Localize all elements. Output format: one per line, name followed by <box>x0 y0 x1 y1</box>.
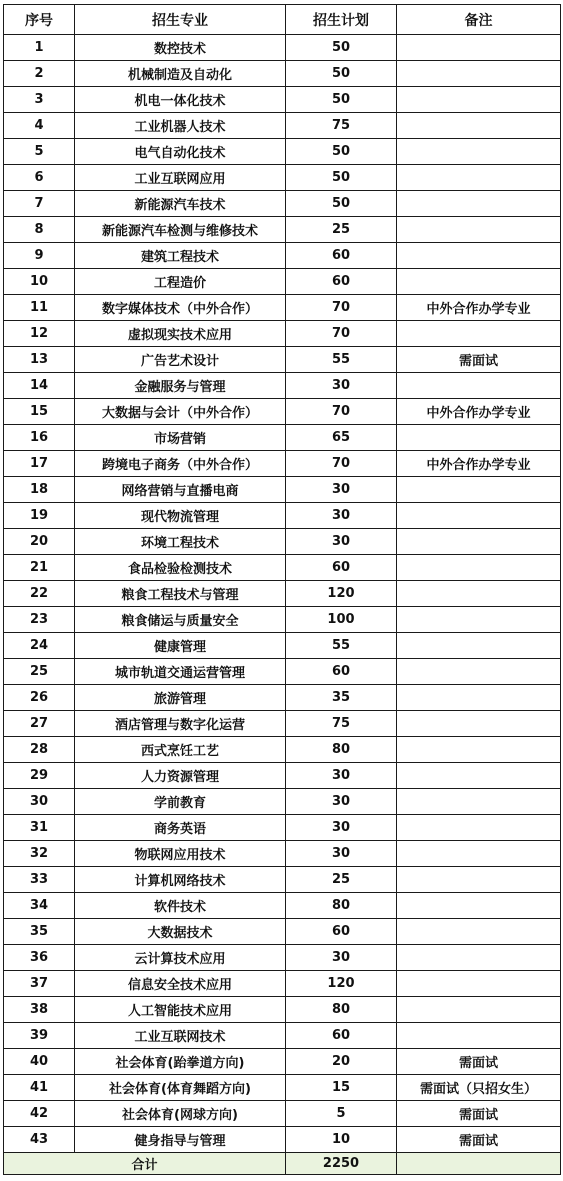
cell-note <box>397 165 561 191</box>
cell-plan: 5 <box>286 1101 397 1127</box>
cell-major: 新能源汽车技术 <box>75 191 286 217</box>
cell-note <box>397 633 561 659</box>
cell-plan: 30 <box>286 763 397 789</box>
cell-index: 16 <box>4 425 75 451</box>
cell-plan: 30 <box>286 477 397 503</box>
cell-index: 11 <box>4 295 75 321</box>
cell-major: 电气自动化技术 <box>75 139 286 165</box>
table-row <box>4 763 561 789</box>
cell-plan: 20 <box>286 1049 397 1075</box>
cell-major: 物联网应用技术 <box>75 841 286 867</box>
cell-index: 1 <box>4 35 75 61</box>
cell-major: 旅游管理 <box>75 685 286 711</box>
table-row <box>4 971 561 997</box>
cell-major: 软件技术 <box>75 893 286 919</box>
cell-index: 18 <box>4 477 75 503</box>
cell-note <box>397 997 561 1023</box>
table-row <box>4 269 561 295</box>
table-row <box>4 191 561 217</box>
cell-plan: 50 <box>286 191 397 217</box>
cell-major: 商务英语 <box>75 815 286 841</box>
cell-major: 虚拟现实技术应用 <box>75 321 286 347</box>
table-row <box>4 1075 561 1101</box>
cell-index: 12 <box>4 321 75 347</box>
table-row <box>4 243 561 269</box>
cell-major: 机电一体化技术 <box>75 87 286 113</box>
cell-index: 7 <box>4 191 75 217</box>
enrollment-plan-table <box>3 4 561 1175</box>
cell-note <box>397 61 561 87</box>
cell-major: 数字媒体技术（中外合作） <box>75 295 286 321</box>
cell-index: 37 <box>4 971 75 997</box>
cell-plan: 60 <box>286 1023 397 1049</box>
cell-index: 22 <box>4 581 75 607</box>
table-row <box>4 165 561 191</box>
cell-note <box>397 477 561 503</box>
table-row <box>4 997 561 1023</box>
cell-plan: 60 <box>286 243 397 269</box>
cell-plan: 120 <box>286 581 397 607</box>
cell-plan: 80 <box>286 893 397 919</box>
cell-index: 6 <box>4 165 75 191</box>
cell-index: 25 <box>4 659 75 685</box>
cell-major: 大数据与会计（中外合作） <box>75 399 286 425</box>
cell-plan: 70 <box>286 321 397 347</box>
cell-note <box>397 737 561 763</box>
enrollment-table-container <box>3 4 561 1175</box>
table-row <box>4 1127 561 1153</box>
header-plan: 招生计划 <box>286 5 397 35</box>
cell-major: 城市轨道交通运营管理 <box>75 659 286 685</box>
table-row <box>4 633 561 659</box>
cell-note <box>397 87 561 113</box>
table-header <box>4 5 561 35</box>
table-row <box>4 113 561 139</box>
cell-plan: 25 <box>286 217 397 243</box>
cell-major: 食品检验检测技术 <box>75 555 286 581</box>
cell-index: 3 <box>4 87 75 113</box>
cell-note <box>397 1023 561 1049</box>
cell-note: 需面试 <box>397 1049 561 1075</box>
cell-index: 21 <box>4 555 75 581</box>
cell-major: 健康管理 <box>75 633 286 659</box>
cell-major: 新能源汽车检测与维修技术 <box>75 217 286 243</box>
cell-plan: 30 <box>286 789 397 815</box>
cell-index: 30 <box>4 789 75 815</box>
cell-plan: 80 <box>286 997 397 1023</box>
cell-note <box>397 815 561 841</box>
cell-major: 金融服务与管理 <box>75 373 286 399</box>
cell-plan: 30 <box>286 529 397 555</box>
header-row <box>4 5 561 35</box>
cell-index: 5 <box>4 139 75 165</box>
cell-note <box>397 711 561 737</box>
cell-plan: 30 <box>286 815 397 841</box>
cell-note <box>397 139 561 165</box>
cell-plan: 70 <box>286 451 397 477</box>
cell-plan: 50 <box>286 139 397 165</box>
cell-note: 中外合作办学专业 <box>397 399 561 425</box>
cell-plan: 60 <box>286 919 397 945</box>
table-row <box>4 529 561 555</box>
table-row <box>4 451 561 477</box>
table-row <box>4 867 561 893</box>
cell-index: 38 <box>4 997 75 1023</box>
cell-index: 31 <box>4 815 75 841</box>
cell-index: 27 <box>4 711 75 737</box>
cell-major: 社会体育(体育舞蹈方向) <box>75 1075 286 1101</box>
cell-plan: 55 <box>286 347 397 373</box>
table-row <box>4 945 561 971</box>
cell-note <box>397 919 561 945</box>
cell-major: 大数据技术 <box>75 919 286 945</box>
table-row <box>4 789 561 815</box>
cell-major: 跨境电子商务（中外合作） <box>75 451 286 477</box>
cell-note <box>397 763 561 789</box>
cell-index: 42 <box>4 1101 75 1127</box>
cell-major: 机械制造及自动化 <box>75 61 286 87</box>
header-index: 序号 <box>4 5 75 35</box>
cell-plan: 100 <box>286 607 397 633</box>
cell-index: 34 <box>4 893 75 919</box>
cell-major: 市场营销 <box>75 425 286 451</box>
table-row <box>4 841 561 867</box>
cell-plan: 35 <box>286 685 397 711</box>
cell-plan: 50 <box>286 35 397 61</box>
cell-major: 社会体育(跆拳道方向) <box>75 1049 286 1075</box>
cell-plan: 50 <box>286 165 397 191</box>
cell-major: 计算机网络技术 <box>75 867 286 893</box>
cell-note: 需面试 <box>397 347 561 373</box>
cell-note <box>397 503 561 529</box>
cell-note <box>397 269 561 295</box>
cell-note <box>397 607 561 633</box>
total-row <box>4 1153 561 1175</box>
cell-plan: 80 <box>286 737 397 763</box>
cell-major: 网络营销与直播电商 <box>75 477 286 503</box>
cell-note <box>397 425 561 451</box>
table-row <box>4 373 561 399</box>
cell-note <box>397 581 561 607</box>
header-note: 备注 <box>397 5 561 35</box>
cell-index: 41 <box>4 1075 75 1101</box>
cell-note <box>397 373 561 399</box>
table-footer <box>4 1153 561 1175</box>
cell-index: 13 <box>4 347 75 373</box>
cell-index: 10 <box>4 269 75 295</box>
cell-major: 工业机器人技术 <box>75 113 286 139</box>
cell-note: 需面试 <box>397 1127 561 1153</box>
cell-major: 粮食储运与质量安全 <box>75 607 286 633</box>
table-row <box>4 685 561 711</box>
cell-note <box>397 659 561 685</box>
cell-note <box>397 971 561 997</box>
cell-index: 20 <box>4 529 75 555</box>
cell-plan: 50 <box>286 61 397 87</box>
cell-note <box>397 685 561 711</box>
cell-index: 23 <box>4 607 75 633</box>
cell-note <box>397 893 561 919</box>
cell-plan: 30 <box>286 841 397 867</box>
table-row <box>4 893 561 919</box>
table-row <box>4 35 561 61</box>
cell-note: 中外合作办学专业 <box>397 295 561 321</box>
cell-plan: 30 <box>286 373 397 399</box>
table-row <box>4 1049 561 1075</box>
cell-index: 17 <box>4 451 75 477</box>
cell-major: 工业互联网应用 <box>75 165 286 191</box>
cell-major: 云计算技术应用 <box>75 945 286 971</box>
cell-plan: 75 <box>286 113 397 139</box>
cell-note <box>397 321 561 347</box>
cell-index: 8 <box>4 217 75 243</box>
cell-major: 信息安全技术应用 <box>75 971 286 997</box>
cell-note <box>397 217 561 243</box>
cell-major: 数控技术 <box>75 35 286 61</box>
cell-index: 2 <box>4 61 75 87</box>
cell-plan: 60 <box>286 555 397 581</box>
cell-index: 24 <box>4 633 75 659</box>
table-row <box>4 87 561 113</box>
cell-index: 4 <box>4 113 75 139</box>
cell-note: 需面试 <box>397 1101 561 1127</box>
table-row <box>4 1023 561 1049</box>
total-plan: 2250 <box>286 1153 397 1175</box>
cell-index: 19 <box>4 503 75 529</box>
cell-plan: 60 <box>286 659 397 685</box>
cell-index: 29 <box>4 763 75 789</box>
cell-note <box>397 945 561 971</box>
cell-plan: 75 <box>286 711 397 737</box>
cell-major: 健身指导与管理 <box>75 1127 286 1153</box>
table-row <box>4 425 561 451</box>
cell-plan: 30 <box>286 945 397 971</box>
cell-major: 粮食工程技术与管理 <box>75 581 286 607</box>
total-note <box>397 1153 561 1175</box>
total-label: 合计 <box>4 1153 286 1175</box>
cell-note <box>397 841 561 867</box>
table-row <box>4 711 561 737</box>
cell-major: 环境工程技术 <box>75 529 286 555</box>
table-row <box>4 61 561 87</box>
table-row <box>4 321 561 347</box>
cell-major: 社会体育(网球方向) <box>75 1101 286 1127</box>
cell-index: 40 <box>4 1049 75 1075</box>
cell-note <box>397 113 561 139</box>
cell-plan: 10 <box>286 1127 397 1153</box>
cell-plan: 30 <box>286 503 397 529</box>
table-row <box>4 581 561 607</box>
cell-index: 36 <box>4 945 75 971</box>
cell-plan: 60 <box>286 269 397 295</box>
cell-major: 人工智能技术应用 <box>75 997 286 1023</box>
cell-major: 广告艺术设计 <box>75 347 286 373</box>
table-row <box>4 347 561 373</box>
table-row <box>4 139 561 165</box>
cell-note <box>397 529 561 555</box>
cell-plan: 50 <box>286 87 397 113</box>
cell-major: 工程造价 <box>75 269 286 295</box>
cell-note <box>397 191 561 217</box>
cell-major: 建筑工程技术 <box>75 243 286 269</box>
cell-index: 39 <box>4 1023 75 1049</box>
cell-note: 中外合作办学专业 <box>397 451 561 477</box>
cell-major: 工业互联网技术 <box>75 1023 286 1049</box>
table-body <box>4 35 561 1153</box>
table-row <box>4 477 561 503</box>
header-major: 招生专业 <box>75 5 286 35</box>
cell-plan: 25 <box>286 867 397 893</box>
cell-index: 9 <box>4 243 75 269</box>
cell-plan: 65 <box>286 425 397 451</box>
table-row <box>4 217 561 243</box>
table-row <box>4 737 561 763</box>
cell-index: 33 <box>4 867 75 893</box>
cell-major: 学前教育 <box>75 789 286 815</box>
table-row <box>4 659 561 685</box>
cell-index: 43 <box>4 1127 75 1153</box>
cell-plan: 55 <box>286 633 397 659</box>
cell-note <box>397 867 561 893</box>
cell-note <box>397 555 561 581</box>
cell-index: 32 <box>4 841 75 867</box>
cell-plan: 15 <box>286 1075 397 1101</box>
table-row <box>4 295 561 321</box>
table-row <box>4 607 561 633</box>
cell-note <box>397 35 561 61</box>
table-row <box>4 1101 561 1127</box>
cell-major: 酒店管理与数字化运营 <box>75 711 286 737</box>
cell-major: 西式烹饪工艺 <box>75 737 286 763</box>
cell-plan: 70 <box>286 295 397 321</box>
cell-plan: 120 <box>286 971 397 997</box>
table-row <box>4 919 561 945</box>
table-row <box>4 503 561 529</box>
cell-index: 28 <box>4 737 75 763</box>
table-row <box>4 815 561 841</box>
cell-note <box>397 243 561 269</box>
cell-index: 26 <box>4 685 75 711</box>
table-row <box>4 555 561 581</box>
table-row <box>4 399 561 425</box>
cell-note: 需面试（只招女生） <box>397 1075 561 1101</box>
cell-index: 35 <box>4 919 75 945</box>
cell-index: 15 <box>4 399 75 425</box>
cell-plan: 70 <box>286 399 397 425</box>
cell-major: 现代物流管理 <box>75 503 286 529</box>
cell-note <box>397 789 561 815</box>
cell-major: 人力资源管理 <box>75 763 286 789</box>
cell-index: 14 <box>4 373 75 399</box>
